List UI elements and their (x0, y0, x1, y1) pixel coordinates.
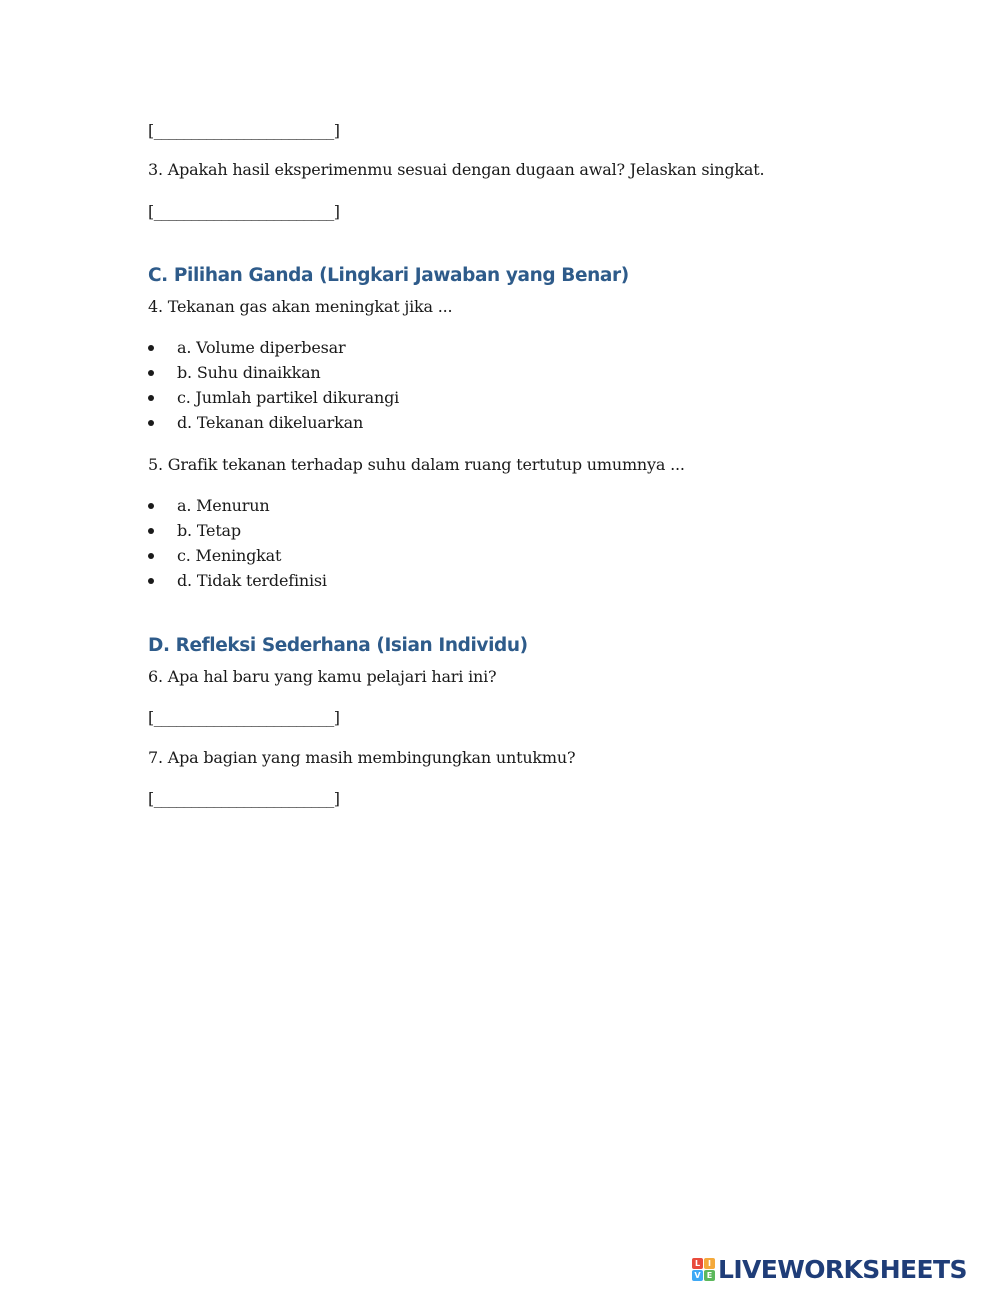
section-d-heading: D. Refleksi Sederhana (Isian Individu) (148, 635, 528, 656)
option-4c[interactable]: c. Jumlah partikel dikurangi (148, 388, 399, 413)
bullet-icon (148, 420, 154, 426)
logo-tile: E (704, 1270, 715, 1281)
question-3: 3. Apakah hasil eksperimenmu sesuai dengan dugaan awal? Jelaskan singkat. (148, 160, 765, 179)
answer-blank-6[interactable]: [________________________] (148, 708, 340, 727)
logo-text: LIVEWORKSHEETS (718, 1254, 967, 1284)
answer-blank-3[interactable]: [________________________] (148, 202, 340, 221)
bullet-icon (148, 395, 154, 401)
bullet-icon (148, 370, 154, 376)
question-4-options (148, 338, 399, 438)
option-4a[interactable]: a. Volume diperbesar (148, 338, 399, 363)
logo-tile: L (692, 1258, 703, 1269)
bullet-icon (148, 528, 154, 534)
question-5-options (148, 496, 327, 596)
option-4b[interactable]: b. Suhu dinaikkan (148, 363, 399, 388)
question-4: 4. Tekanan gas akan meningkat jika ... (148, 297, 453, 316)
option-5d[interactable]: d. Tidak terdefinisi (148, 571, 327, 596)
bullet-icon (148, 503, 154, 509)
logo-tile: V (692, 1270, 703, 1281)
question-6: 6. Apa hal baru yang kamu pelajari hari ini? (148, 667, 497, 686)
liveworksheets-logo (692, 1255, 967, 1283)
answer-blank-2[interactable]: [________________________] (148, 121, 340, 140)
option-5b[interactable]: b. Tetap (148, 521, 327, 546)
answer-blank-7[interactable]: [________________________] (148, 789, 340, 808)
bullet-icon (148, 553, 154, 559)
option-5a[interactable]: a. Menurun (148, 496, 327, 521)
question-7: 7. Apa bagian yang masih membingungkan untukmu? (148, 748, 576, 767)
bullet-icon (148, 345, 154, 351)
option-5c[interactable]: c. Meningkat (148, 546, 327, 571)
question-5: 5. Grafik tekanan terhadap suhu dalam ruang tertutup umumnya ... (148, 455, 685, 474)
option-4d[interactable]: d. Tekanan dikeluarkan (148, 413, 399, 438)
logo-tiles-icon (692, 1258, 715, 1281)
bullet-icon (148, 578, 154, 584)
logo-tile: I (704, 1258, 715, 1269)
section-c-heading: C. Pilihan Ganda (Lingkari Jawaban yang Benar) (148, 265, 629, 286)
